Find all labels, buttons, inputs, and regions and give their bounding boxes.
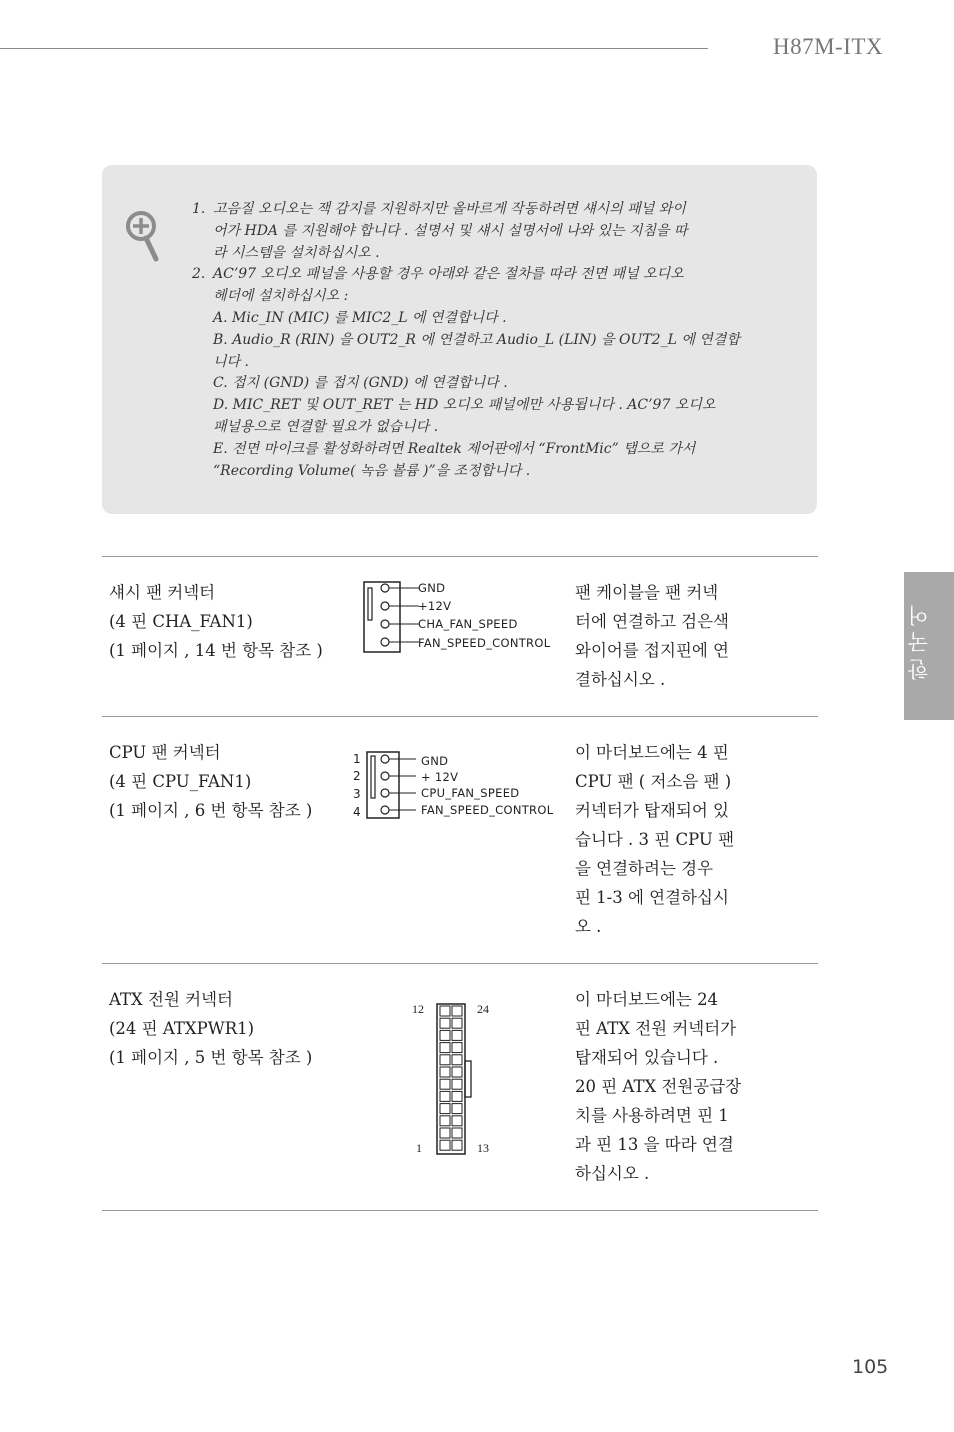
- atx-pin: [440, 1091, 450, 1101]
- note-step: B. Audio_R (RIN) 을 OUT2_R 에 연결하고 Audio_L (LIN) 을 OUT2_L 에 연결합: [213, 331, 740, 348]
- section-divider: [102, 963, 818, 964]
- note-item-number: 2.: [192, 266, 206, 283]
- note-line: 고음질 오디오는 잭 감지를 지원하지만 올바르게 작동하려면 섀시의 패널 와이: [213, 201, 686, 217]
- name-line: (4 핀 CPU_FAN1): [109, 772, 252, 791]
- desc-line: CPU 팬 ( 저소음 팬 ): [575, 772, 732, 791]
- atx-pin: [452, 1079, 462, 1089]
- section-divider: [102, 556, 818, 557]
- atx-pin: [452, 1104, 462, 1114]
- note-step: A. Mic_IN (MIC) 를 MIC2_L 에 연결합니다 .: [213, 309, 507, 326]
- desc-line: 을 연결하려는 경우: [575, 859, 714, 878]
- name-line: (4 핀 CHA_FAN1): [109, 612, 253, 631]
- note-item-number: 1.: [192, 201, 206, 217]
- atx-pin: [440, 1018, 450, 1028]
- atx-pin: [440, 1128, 450, 1138]
- atx-pin: [440, 1116, 450, 1126]
- note-step: E. 전면 마이크를 활성화하려면 Realtek 제어판에서 “FrontMic” 탭으로 가서: [213, 440, 696, 457]
- atx-pin: [440, 1104, 450, 1114]
- atx-pin: [452, 1067, 462, 1077]
- name-line: (1 페이지 , 5 번 항목 참조 ): [109, 1048, 313, 1067]
- atx-pin: [452, 1128, 462, 1138]
- atx-power-title: [109, 985, 312, 1072]
- language-side-tab: [904, 572, 954, 720]
- section-divider: [102, 716, 818, 717]
- chassis-fan-title: [109, 578, 323, 665]
- atx-pin: [452, 1140, 462, 1150]
- pin-label: FAN_SPEED_CONTROL: [421, 803, 554, 817]
- note-list: [192, 199, 747, 482]
- cpu-fan-description: [575, 738, 765, 941]
- note-step: C. 접지 (GND) 를 접지 (GND) 에 연결합니다 .: [213, 375, 508, 392]
- desc-line: 팬 케이블을 팬 커넥: [575, 583, 719, 602]
- pin-label: GND: [421, 754, 449, 768]
- cha-fan-connector-diagram: [363, 580, 423, 654]
- desc-line: 과 핀 13 을 따라 연결: [575, 1135, 734, 1154]
- desc-line: 와이어를 접지핀에 연: [575, 641, 729, 660]
- atx-pin: [440, 1030, 450, 1040]
- atx-pin: [440, 1006, 450, 1016]
- atx-pin: [452, 1030, 462, 1040]
- atx-pin: [440, 1043, 450, 1053]
- desc-line: 이 마더보드에는 4 핀: [575, 743, 729, 762]
- pin-number: 3: [353, 787, 361, 801]
- desc-line: 20 핀 ATX 전원공급장: [575, 1077, 742, 1096]
- atx-pin: [440, 1079, 450, 1089]
- name-line: CPU 팬 커넥터: [109, 743, 221, 762]
- desc-line: 이 마더보드에는 24: [575, 990, 719, 1009]
- atx-corner-label: 13: [477, 1141, 489, 1155]
- name-line: (24 핀 ATXPWR1): [109, 1019, 255, 1038]
- name-line: ATX 전원 커넥터: [109, 990, 233, 1009]
- chassis-fan-description: [575, 578, 765, 694]
- atx-pin: [452, 1018, 462, 1028]
- name-line: (1 페이지 , 14 번 항목 참조 ): [109, 641, 323, 660]
- desc-line: 오 .: [575, 917, 602, 936]
- atx-pin: [440, 1055, 450, 1065]
- desc-line: 터에 연결하고 검은색: [575, 612, 729, 631]
- pin-label: +12V: [418, 599, 452, 613]
- desc-line: 핀 1-3 에 연결하십시: [575, 888, 729, 907]
- model-title: H87M-ITX: [773, 34, 884, 59]
- note-step: 패널용으로 연결할 필요가 없습니다 .: [213, 418, 439, 435]
- desc-line: 커넥터가 탑재되어 있: [575, 801, 729, 820]
- desc-line: 핀 ATX 전원 커넥터가: [575, 1019, 737, 1038]
- desc-line: 하십시오 .: [575, 1164, 650, 1183]
- section-divider: [102, 1210, 818, 1211]
- atx-corner-label: 12: [412, 1002, 424, 1016]
- note-step: 니다 .: [213, 353, 249, 370]
- note-line: 라 시스템을 설치하십시오 .: [213, 244, 380, 261]
- note-line: 헤더에 설치하십시오 :: [213, 288, 349, 305]
- note-item-2: [192, 264, 747, 308]
- note-box: [102, 165, 817, 514]
- magnifier-plus-icon: [124, 209, 168, 265]
- note-step: D. MIC_RET 및 OUT_RET 는 HD 오디오 패널에만 사용됩니다 . AC’97 오디오: [213, 397, 716, 414]
- desc-line: 결하십시오 .: [575, 670, 666, 689]
- pin-label: CPU_FAN_SPEED: [421, 786, 520, 800]
- header-rule: [0, 48, 708, 49]
- pin-label: GND: [418, 581, 446, 595]
- atx-corner-label: 1: [416, 1141, 422, 1155]
- pin-number: 1: [353, 752, 361, 766]
- desc-line: 치를 사용하려면 핀 1: [575, 1106, 729, 1125]
- desc-line: 습니다 . 3 핀 CPU 팬: [575, 830, 735, 849]
- atx-corner-label: 24: [477, 1002, 489, 1016]
- desc-line: 탑재되어 있습니다 .: [575, 1048, 719, 1067]
- name-line: (1 페이지 , 6 번 항목 참조 ): [109, 801, 313, 820]
- atx-pin: [452, 1091, 462, 1101]
- name-line: 섀시 팬 커넥터: [109, 583, 216, 602]
- atx-connector-diagram: [436, 1003, 476, 1155]
- atx-pin: [452, 1116, 462, 1126]
- atx-pin: [440, 1067, 450, 1077]
- cpu-fan-connector-diagram: [366, 750, 426, 820]
- pin-label: + 12V: [421, 770, 459, 784]
- language-label: 한국어: [907, 599, 931, 680]
- pin-number: 2: [353, 769, 361, 783]
- atx-pin: [452, 1006, 462, 1016]
- atx-pin: [440, 1140, 450, 1150]
- pin-label: FAN_SPEED_CONTROL: [418, 636, 551, 650]
- note-item-1: [192, 199, 747, 264]
- cpu-fan-title: [109, 738, 312, 825]
- pin-number: 4: [353, 805, 361, 819]
- atx-pin: [452, 1043, 462, 1053]
- pin-label: CHA_FAN_SPEED: [418, 617, 518, 631]
- page-number: 105: [852, 1356, 889, 1378]
- atx-pin: [452, 1055, 462, 1065]
- atx-power-description: [575, 985, 765, 1188]
- note-line: AC’97 오디오 패널을 사용할 경우 아래와 같은 절차를 따라 전면 패널 오디오: [213, 266, 684, 283]
- note-line: 어가 HDA 를 지원해야 합니다 . 설명서 및 섀시 설명서에 나와 있는 지침을 따: [213, 222, 688, 239]
- note-step: “Recording Volume( 녹음 볼륨 )”을 조정합니다 .: [213, 462, 531, 479]
- note-sub-steps: [192, 308, 747, 482]
